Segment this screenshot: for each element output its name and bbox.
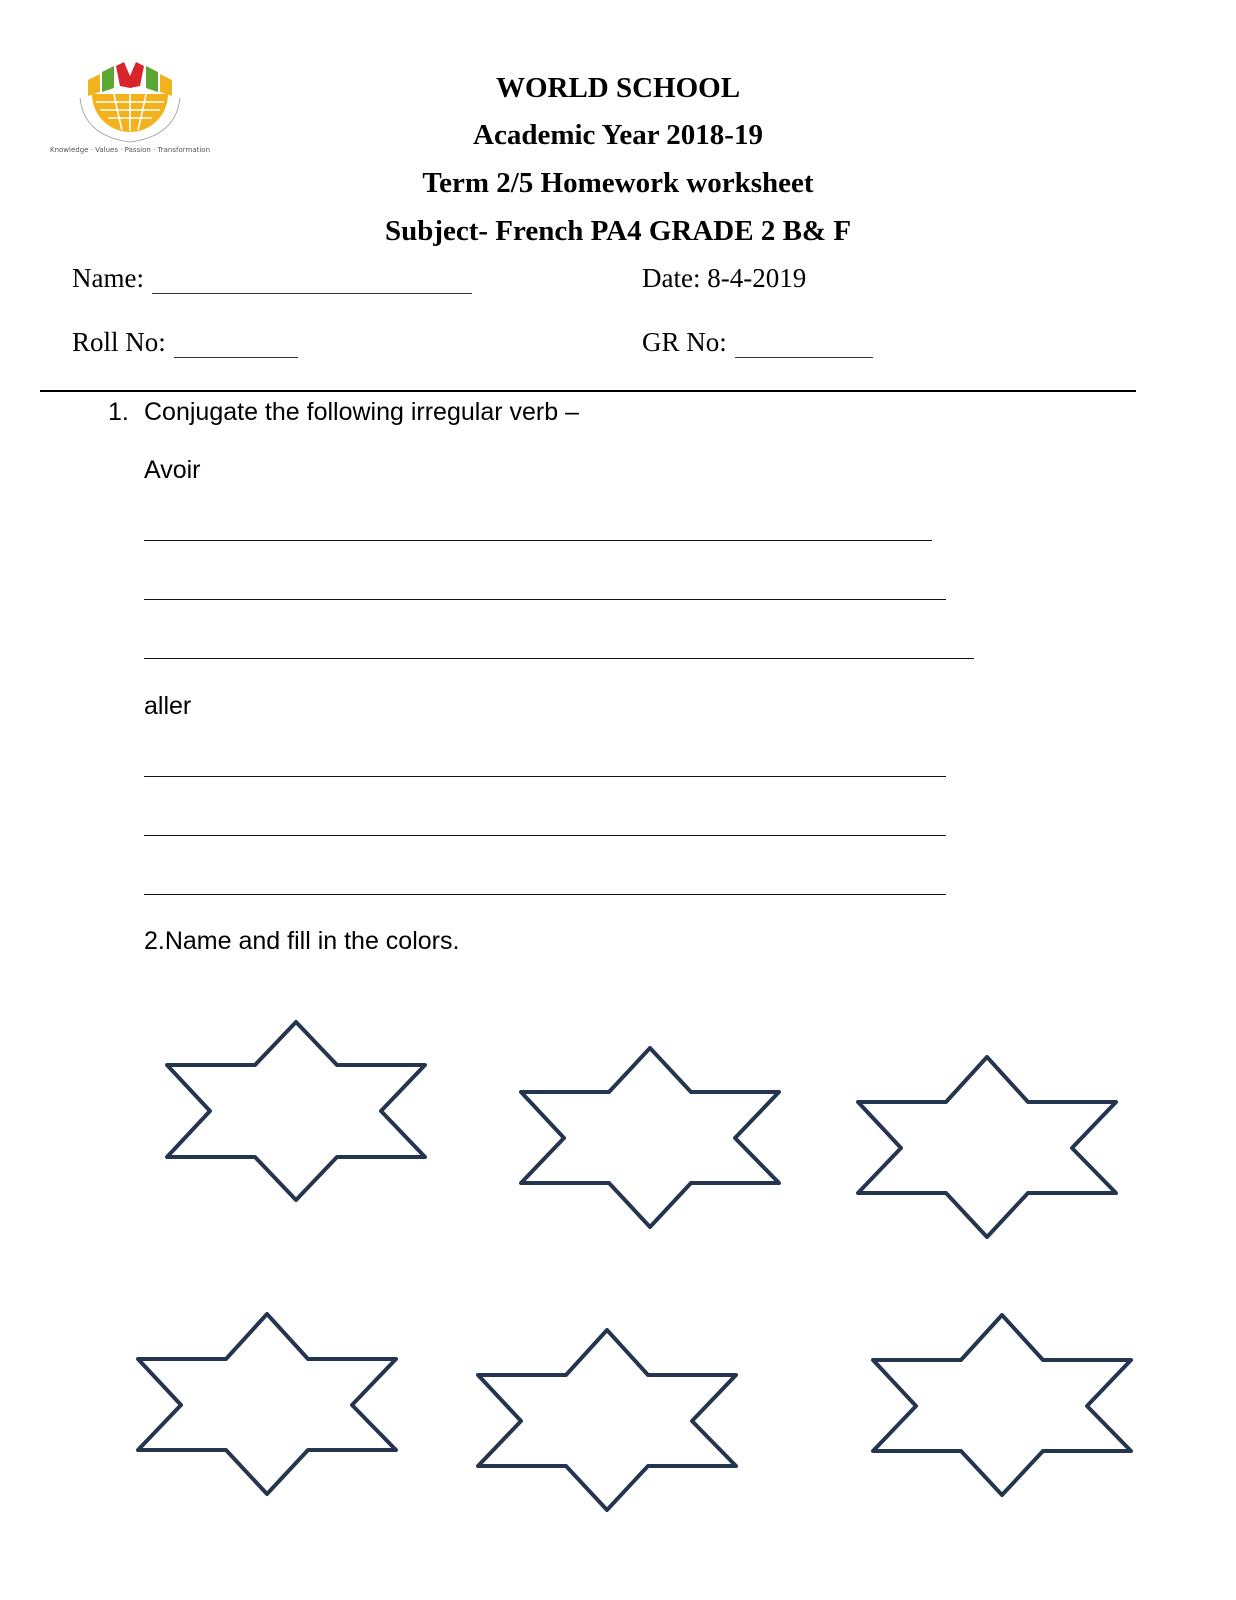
academic-year: Academic Year 2018-19 xyxy=(473,119,763,151)
verb-avoir: Avoir xyxy=(144,456,201,484)
question-1-text: Conjugate the following irregular verb – xyxy=(144,398,579,426)
star-icon[interactable] xyxy=(478,1330,736,1510)
subject-line: Subject- French PA4 GRADE 2 B& F xyxy=(384,215,852,247)
question-1-number: 1. xyxy=(108,398,129,426)
worksheet-title: Term 2/5 Homework worksheet xyxy=(422,167,814,199)
verb-aller: aller xyxy=(144,692,192,720)
logo-motto: Knowledge · Values · Passion · Transformation xyxy=(49,146,211,154)
name-label: Name: xyxy=(72,263,144,293)
gr-label: GR No: xyxy=(642,327,727,357)
star-icon[interactable] xyxy=(167,1022,425,1200)
star-icon[interactable] xyxy=(858,1057,1116,1237)
date-label: Date: 8-4-2019 xyxy=(642,263,807,293)
roll-label: Roll No: xyxy=(72,327,166,357)
star-icon[interactable] xyxy=(873,1315,1131,1495)
star-icon[interactable] xyxy=(138,1314,396,1494)
question-2-text: 2.Name and fill in the colors. xyxy=(144,927,460,955)
school-name: WORLD SCHOOL xyxy=(495,72,741,104)
star-icon[interactable] xyxy=(521,1048,779,1227)
